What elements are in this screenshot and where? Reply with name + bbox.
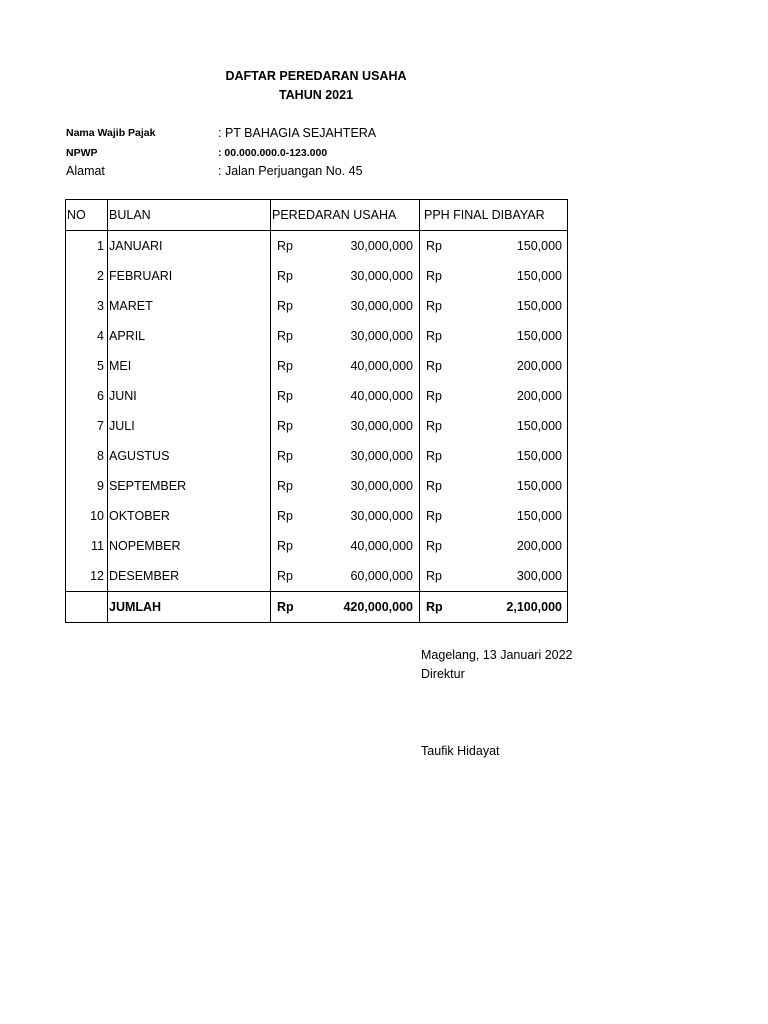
row-pph-currency: Rp — [426, 299, 442, 313]
row-peredaran-amount: 30,000,000 — [320, 441, 420, 471]
header-pph: PPH FINAL DIBAYAR — [420, 200, 568, 231]
row-bulan: MARET — [108, 291, 271, 321]
row-no: 11 — [66, 531, 108, 561]
table-row — [66, 531, 568, 561]
row-pph-amount: 300,000 — [469, 561, 568, 592]
row-pph-currency: Rp — [426, 389, 442, 403]
table-row — [66, 261, 568, 291]
row-pph-amount: 150,000 — [469, 471, 568, 501]
total-peredaran-currency: Rp — [271, 592, 321, 623]
table-row — [66, 501, 568, 531]
row-pph-amount: 150,000 — [469, 231, 568, 262]
row-peredaran-amount: 40,000,000 — [320, 381, 420, 411]
row-peredaran-currency: Rp — [277, 299, 293, 313]
table-row — [66, 561, 568, 592]
table-row — [66, 471, 568, 501]
row-pph-currency: Rp — [426, 359, 442, 373]
row-pph-amount: 200,000 — [469, 531, 568, 561]
total-peredaran-amount: 420,000,000 — [320, 592, 420, 623]
row-pph-currency: Rp — [426, 329, 442, 343]
row-pph-amount: 150,000 — [469, 501, 568, 531]
row-peredaran-amount: 60,000,000 — [320, 561, 420, 592]
row-no: 12 — [66, 561, 108, 592]
row-bulan: JANUARI — [108, 231, 271, 262]
row-pph-amount: 150,000 — [469, 441, 568, 471]
signature-name: Taufik Hidayat — [421, 744, 500, 758]
row-peredaran-currency: Rp — [277, 419, 293, 433]
row-peredaran-currency: Rp — [277, 539, 293, 553]
row-no: 5 — [66, 351, 108, 381]
turnover-table — [65, 199, 568, 623]
row-peredaran-currency: Rp — [277, 479, 293, 493]
address-value: : Jalan Perjuangan No. 45 — [218, 164, 363, 178]
row-bulan: FEBRUARI — [108, 261, 271, 291]
row-peredaran-currency: Rp — [277, 449, 293, 463]
row-peredaran-amount: 30,000,000 — [320, 231, 420, 262]
row-peredaran-currency: Rp — [277, 389, 293, 403]
row-pph-amount: 150,000 — [469, 291, 568, 321]
taxpayer-name-value: : PT BAHAGIA SEJAHTERA — [218, 126, 377, 140]
row-no: 2 — [66, 261, 108, 291]
row-no: 7 — [66, 411, 108, 441]
row-peredaran-amount: 30,000,000 — [320, 411, 420, 441]
row-pph-currency: Rp — [426, 269, 442, 283]
row-peredaran-amount: 30,000,000 — [320, 291, 420, 321]
signature-place-date: Magelang, 13 Januari 2022 — [421, 648, 573, 662]
header-peredaran: PEREDARAN USAHA — [271, 200, 420, 231]
row-bulan: JUNI — [108, 381, 271, 411]
row-no: 9 — [66, 471, 108, 501]
row-no: 8 — [66, 441, 108, 471]
row-peredaran-currency: Rp — [277, 329, 293, 343]
row-peredaran-amount: 30,000,000 — [320, 261, 420, 291]
row-bulan: MEI — [108, 351, 271, 381]
address-label: Alamat — [66, 164, 105, 178]
row-peredaran-amount: 40,000,000 — [320, 531, 420, 561]
table-row — [66, 351, 568, 381]
table-row — [66, 291, 568, 321]
row-bulan: JULI — [108, 411, 271, 441]
row-peredaran-currency: Rp — [277, 239, 293, 253]
row-peredaran-amount: 30,000,000 — [320, 471, 420, 501]
total-label: JUMLAH — [108, 592, 271, 623]
document-subtitle: TAHUN 2021 — [278, 88, 354, 102]
row-bulan: NOPEMBER — [108, 531, 271, 561]
row-peredaran-currency: Rp — [277, 569, 293, 583]
row-pph-amount: 150,000 — [469, 411, 568, 441]
table-header-row — [66, 200, 568, 231]
npwp-label: NPWP — [66, 147, 98, 159]
row-pph-currency: Rp — [426, 239, 442, 253]
table-body — [66, 231, 568, 623]
row-bulan: OKTOBER — [108, 501, 271, 531]
row-no: 6 — [66, 381, 108, 411]
npwp-value: : 00.000.000.0-123.000 — [218, 147, 328, 159]
row-pph-currency: Rp — [426, 509, 442, 523]
row-pph-amount: 150,000 — [469, 321, 568, 351]
row-no: 3 — [66, 291, 108, 321]
table-row — [66, 381, 568, 411]
total-pph-currency: Rp — [420, 592, 470, 623]
header-no: NO — [66, 200, 108, 231]
row-peredaran-amount: 30,000,000 — [320, 501, 420, 531]
row-bulan: DESEMBER — [108, 561, 271, 592]
row-no: 1 — [66, 231, 108, 262]
taxpayer-name-label: Nama Wajib Pajak — [66, 127, 156, 139]
row-no: 4 — [66, 321, 108, 351]
row-peredaran-amount: 40,000,000 — [320, 351, 420, 381]
row-bulan: SEPTEMBER — [108, 471, 271, 501]
row-pph-currency: Rp — [426, 539, 442, 553]
row-peredaran-amount: 30,000,000 — [320, 321, 420, 351]
row-bulan: AGUSTUS — [108, 441, 271, 471]
table-total-row — [66, 592, 568, 623]
row-pph-amount: 200,000 — [469, 381, 568, 411]
row-peredaran-currency: Rp — [277, 359, 293, 373]
row-pph-currency: Rp — [426, 479, 442, 493]
row-bulan: APRIL — [108, 321, 271, 351]
total-pph-amount: 2,100,000 — [469, 592, 568, 623]
signature-position: Direktur — [421, 667, 465, 681]
row-pph-amount: 200,000 — [469, 351, 568, 381]
row-no: 10 — [66, 501, 108, 531]
row-pph-currency: Rp — [426, 569, 442, 583]
document-title: DAFTAR PEREDARAN USAHA — [225, 69, 407, 83]
table-row — [66, 411, 568, 441]
total-no-empty — [66, 592, 108, 623]
header-bulan: BULAN — [108, 200, 271, 231]
table-row — [66, 231, 568, 262]
table-row — [66, 321, 568, 351]
row-peredaran-currency: Rp — [277, 269, 293, 283]
table-row — [66, 441, 568, 471]
row-pph-currency: Rp — [426, 419, 442, 433]
row-pph-currency: Rp — [426, 449, 442, 463]
row-peredaran-currency: Rp — [277, 509, 293, 523]
row-pph-amount: 150,000 — [469, 261, 568, 291]
